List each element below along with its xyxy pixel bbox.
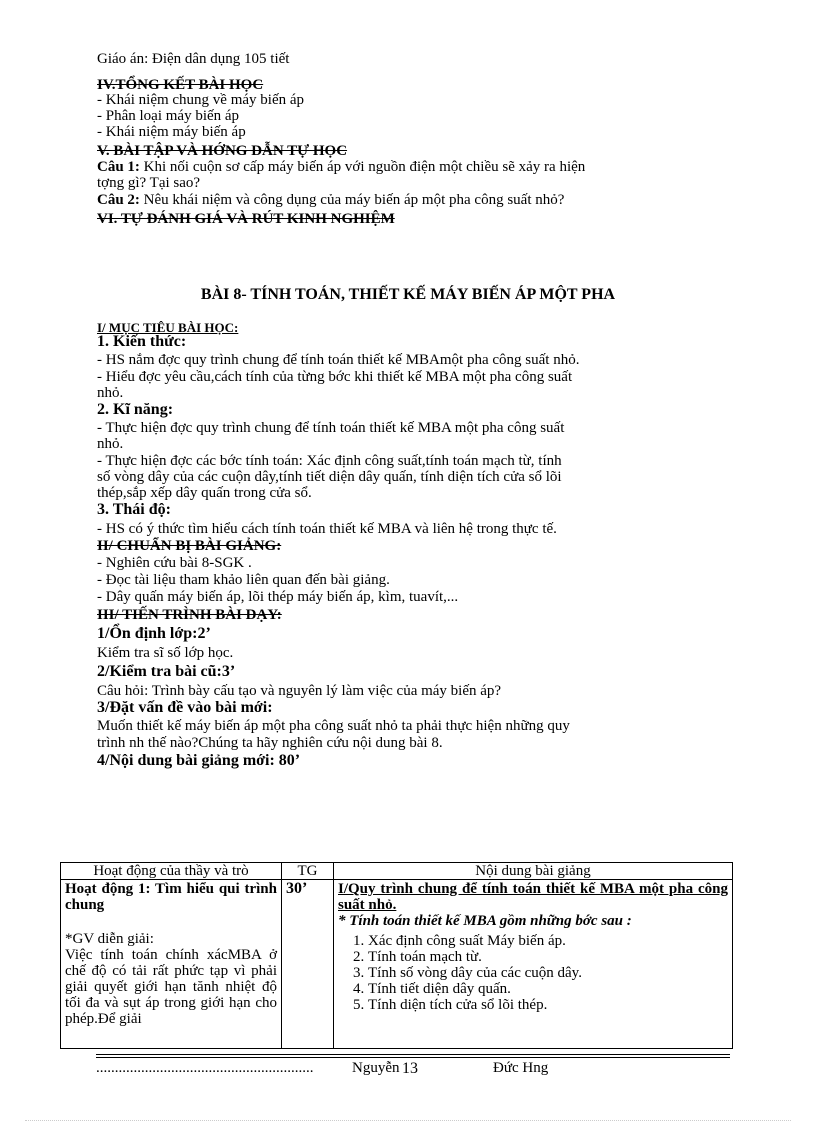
list-item: - Đọc tài liệu tham khảo liên quan đến bài giảng. — [97, 572, 390, 588]
list-item: 5. Tính diện tích cửa sổ lõi thép. — [368, 997, 728, 1013]
step-3-text-cont: trình nh thế nào?Chúng ta hãy nghiên cứu nội dung bài 8. — [97, 735, 443, 751]
teacher-text: Việc tính toán chính xácMBA ở chế độ có tải rất phức tạp vì phải giải quyết giới hạn tănh nhiệt độ tối đa và sụt áp trong giới hạn cho phép.Để giải — [65, 947, 277, 1027]
teacher-label: *GV diễn giải: — [65, 931, 154, 947]
step-4-title: 4/Nội dung bài giảng mới: 80’ — [97, 752, 301, 769]
question-2-label: Câu 2: — [97, 192, 140, 208]
question-1-text: Khi nối cuộn sơ cấp máy biến áp với nguồn điện một chiều sẽ xảy ra hiện — [139, 159, 586, 175]
table-header: TG — [282, 863, 334, 880]
step-1-title: 1/Ổn định lớp:2’ — [97, 625, 211, 642]
page-header: Giáo án: Điện dân dụng 105 tiết — [97, 51, 290, 67]
question-1-label: Câu 1: — [97, 159, 140, 175]
process-title: III/ TIẾN TRÌNH BÀI DẠY: — [97, 607, 282, 623]
table-header: Nội dung bài giảng — [334, 863, 733, 880]
content-title: I/Quy trình chung để tính toán thiết kế MBA một pha công suất nhỏ. — [338, 881, 728, 913]
section-4-title: IV.TỔNG KẾT BÀI HỌC — [97, 77, 264, 93]
page-bottom-border — [25, 1120, 791, 1121]
footer-author-first: Nguyễn — [352, 1060, 400, 1076]
knowledge-line: - HS nắm đợc quy trình chung để tính toán thiết kế MBAmột pha công suất nhỏ. — [97, 352, 580, 368]
steps-list — [338, 933, 728, 1013]
attitude-line: - HS có ý thức tìm hiểu cách tính toán thiết kế MBA và liên hệ trong thực tế. — [97, 521, 557, 537]
objectives-title: I/ MỤC TIÊU BÀI HỌC: — [97, 320, 239, 335]
knowledge-line: - Hiểu đợc yêu cầu,cách tính của từng bớc khi thiết kế MBA một pha công suất — [97, 369, 573, 385]
attitude-title: 3. Thái độ: — [97, 501, 171, 518]
list-item: - Khái niệm máy biến áp — [97, 124, 246, 140]
list-item: 2. Tính toán mạch từ. — [368, 949, 728, 965]
step-1-text: Kiểm tra sĩ số lớp học. — [97, 645, 234, 661]
skills-line: - Thực hiện đợc các bớc tính toán: Xác định công suất,tính toán mạch từ, tính — [97, 453, 562, 469]
knowledge-line: nhỏ. — [97, 385, 124, 401]
time-cell: 30’ — [282, 880, 334, 1049]
question-2-text: Nêu khái niệm và công dụng của máy biến áp một pha công suất nhỏ? — [139, 192, 565, 208]
question-1-cont: tợng gì? Tại sao? — [97, 175, 201, 191]
table-row — [61, 880, 733, 1049]
table-header-row — [61, 863, 733, 880]
skills-title: 2. Kĩ năng: — [97, 401, 174, 418]
knowledge-title: 1. Kiến thức: — [97, 333, 187, 350]
list-item: 3. Tính số vòng dây của các cuộn dây. — [368, 965, 728, 981]
table-header: Hoạt động của thầy và trò — [61, 863, 282, 880]
skills-line: nhỏ. — [97, 436, 124, 452]
lesson-title: BÀI 8- TÍNH TOÁN, THIẾT KẾ MÁY BIẾN ÁP MỘT PHA — [200, 286, 616, 303]
step-3-title: 3/Đặt vấn đề vào bài mới: — [97, 699, 273, 716]
footer-dots: .......................................................... — [96, 1060, 314, 1076]
question-1 — [97, 159, 727, 175]
activity-title: Hoạt động 1: Tìm hiểu qui trình chung — [65, 881, 277, 913]
list-item: 4. Tính tiết diện dây quấn. — [368, 981, 728, 997]
activity-cell — [61, 880, 282, 1049]
section-6-title: VI. TỰ ĐÁNH GIÁ VÀ RÚT KINH NGHIỆM — [97, 211, 395, 227]
list-item: - Khái niệm chung về máy biến áp — [97, 92, 305, 108]
list-item: 1. Xác định công suất Máy biến áp. — [368, 933, 728, 949]
lesson-table — [60, 862, 733, 1049]
list-item: - Dây quấn máy biến áp, lõi thép máy biến áp, kìm, tuavít,... — [97, 589, 459, 605]
list-item: - Phân loại máy biến áp — [97, 108, 240, 124]
footer-rule — [96, 1054, 730, 1055]
step-2-text: Câu hỏi: Trình bày cấu tạo và nguyên lý làm việc của máy biến áp? — [97, 683, 502, 699]
page-number: 13 — [402, 1060, 418, 1077]
step-2-title: 2/Kiểm tra bài cũ:3’ — [97, 663, 236, 680]
skills-line: - Thực hiện đợc quy trình chung để tính toán thiết kế MBA một pha công suất — [97, 420, 565, 436]
question-2 — [97, 192, 727, 208]
content-cell — [334, 880, 733, 1049]
content-subtitle: * Tính toán thiết kế MBA gồm những bớc sau : — [338, 913, 632, 929]
skills-line: thép,sắp xếp dây quấn trong cửa sổ. — [97, 485, 312, 501]
skills-line: số vòng dây của các cuộn dây,tính tiết diện dây quấn, tính diện tích cửa sổ lõi — [97, 469, 562, 485]
preparation-title: II/ CHUẨN BỊ BÀI GIẢNG: — [97, 538, 282, 554]
section-5-title: V. BÀI TẬP VÀ HỚNG DẪN TỰ HỌC — [97, 143, 348, 159]
list-item: - Nghiên cứu bài 8-SGK . — [97, 555, 252, 571]
footer-rule — [96, 1057, 730, 1058]
step-3-text: Muốn thiết kế máy biến áp một pha công suất nhỏ ta phải thực hiện những quy — [97, 718, 570, 734]
footer-author-last: Đức Hng — [493, 1060, 549, 1076]
